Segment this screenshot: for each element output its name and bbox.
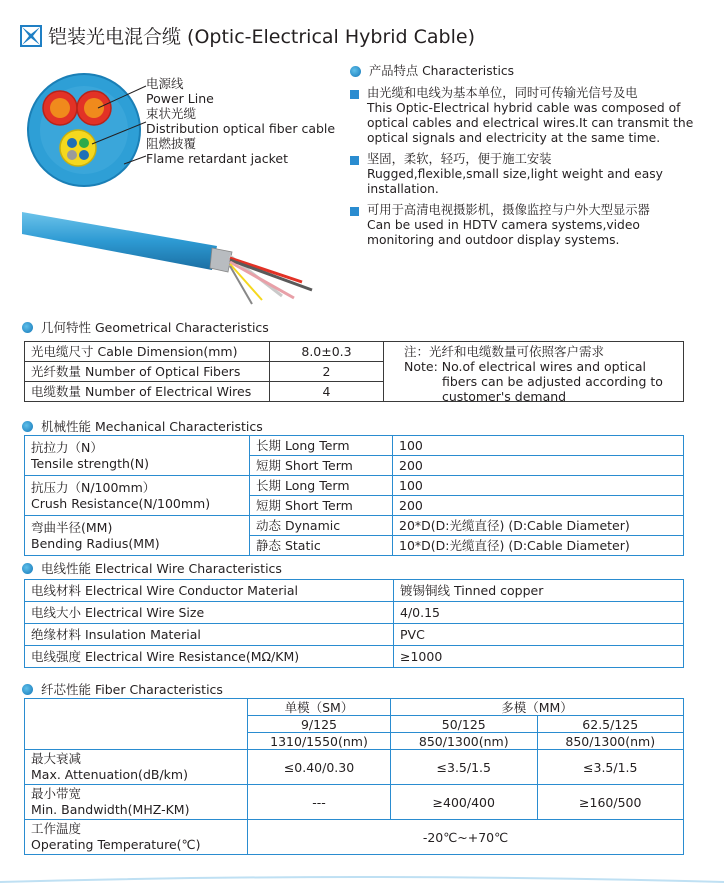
decorative-footer-curve [0,868,724,884]
table-row: 抗压力（N/100mm） Crush Resistance(N/100mm) 长期 Long Term 100 [25,476,684,496]
characteristic-item: 由光缆和电线为基本单位，同时可传输光信号及电 This Optic-Electrical hybrid cable was composed of optical cables and electrical wires.It can transmit the optical signals and electricity at the same time. [350,86,700,146]
characteristics-section [350,64,700,254]
table-row: 光电缆尺寸 Cable Dimension(mm) 8.0±0.3 [25,342,384,362]
diagram-leader-lines [80,80,150,170]
characteristic-item: 可用于高清电视摄影机，摄像监控与户外大型显示器 Can be used in HDTV camera systems,video monitoring and outdoor display systems. [350,203,700,248]
bullet-dot-icon [22,563,33,574]
table-row: 短期 Short Term 200 [25,496,684,516]
table-row: 电线材料 Electrical Wire Conductor Material 镀锡铜线 Tinned copper [25,580,684,602]
characteristic-item: 坚固，柔软，轻巧，便于施工安装 Rugged,flexible,small size,light weight and easy installation. [350,152,700,197]
geometrical-table [24,341,384,402]
table-row: 抗拉力（N） Tensile strength(N) 长期 Long Term 100 [25,436,684,456]
label-jacket-en: Flame retardant jacket [146,151,288,166]
fiber-table [24,698,684,855]
table-row: 9/125 50/125 62.5/125 [25,716,684,733]
geometrical-heading: 几何特性 Geometrical Characteristics [22,318,269,336]
geometrical-note: 注：光纤和电缆数量可依照客户需求 Note: No.of electrical wires and optical fibers can be adjusted according to customer's demand [404,344,663,404]
table-row: 弯曲半径(MM) Bending Radius(MM) 动态 Dynamic 20*D(D:光缆直径) (D:Cable Diameter) [25,516,684,536]
table-row: 最小带宽 Min. Bandwidth(MHZ-KM) --- ≥400/400 ≥160/500 [25,785,684,820]
cable-product-image [22,200,332,310]
bullet-square-icon [350,90,359,99]
label-fiber-en: Distribution optical fiber cable [146,121,336,136]
table-row: 最大衰减 Max. Attenuation(dB/km) ≤0.40/0.30 ≤3.5/1.5 ≤3.5/1.5 [25,750,684,785]
brand-logo-icon [20,25,42,47]
table-row: 静态 Static 10*D(D:光缆直径) (D:Cable Diameter) [25,536,684,556]
mechanical-heading: 机械性能 Mechanical Characteristics [22,417,263,435]
table-row: 电缆数量 Number of Electrical Wires 4 [25,382,384,402]
table-row: 单模（SM） 多模（MM） [25,699,684,716]
electrical-table [24,579,684,668]
bullet-dot-icon [22,684,33,695]
bullet-square-icon [350,156,359,165]
fiber-corner-cell [25,699,248,750]
table-row: 短期 Short Term 200 [25,456,684,476]
mechanical-table [24,435,684,556]
bullet-dot-icon [22,322,33,333]
label-power-line-zh: 电源线 [146,76,184,91]
table-row: 绝缘材料 Insulation Material PVC [25,624,684,646]
label-fiber-zh: 束状光缆 [146,106,197,121]
table-row: 1310/1550(nm) 850/1300(nm) 850/1300(nm) [25,733,684,750]
bullet-dot-icon [350,66,361,77]
electrical-heading: 电线性能 Electrical Wire Characteristics [22,559,282,577]
fiber-heading: 纤芯性能 Fiber Characteristics [22,680,223,698]
diagram-labels [146,76,335,166]
table-row: 电线强度 Electrical Wire Resistance(MΩ/KM) ≥1000 [25,646,684,668]
bullet-dot-icon [22,421,33,432]
label-power-line-en: Power Line [146,91,214,106]
characteristics-heading: 产品特点 Characteristics [369,64,515,78]
page-title [20,22,475,49]
table-row: 光纤数量 Number of Optical Fibers 2 [25,362,384,382]
bullet-square-icon [350,207,359,216]
table-row: 工作温度 Operating Temperature(℃) -20℃~+70℃ [25,820,684,855]
title-text: 铠装光电混合缆 (Optic-Electrical Hybrid Cable) [48,26,475,48]
label-jacket-zh: 阻燃披覆 [146,136,197,151]
table-row: 电线大小 Electrical Wire Size 4/0.15 [25,602,684,624]
